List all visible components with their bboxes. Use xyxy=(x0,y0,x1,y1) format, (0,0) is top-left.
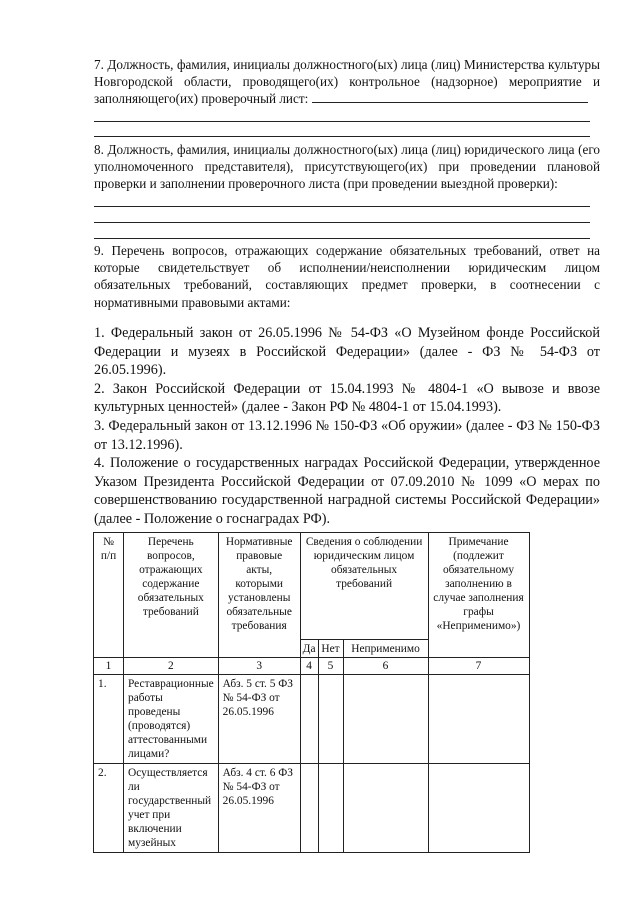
col-number: 6 xyxy=(343,658,428,675)
table-row xyxy=(94,764,530,853)
col-number: 1 xyxy=(94,658,124,675)
header-na: Неприменимо xyxy=(343,640,428,658)
header-note: Примечание (подлежит обязательному заполнению в случае заполнения графы «Неприменимо») xyxy=(428,533,529,658)
header-num: № п/п xyxy=(94,533,124,658)
row-act: Абз. 4 ст. 6 ФЗ № 54-ФЗ от 26.05.1996 xyxy=(218,764,300,853)
item-7-text: 7. Должность, фамилия, инициалы должностного(ых) лица (лиц) Министерства культуры Новгородской области, проводящего(их) контрольное (надзорное) мероприятие и заполняющего(их) проверочный лист: xyxy=(94,57,600,107)
item-8-fill-line-3[interactable] xyxy=(94,238,590,239)
item-9-text: 9. Перечень вопросов, отражающих содержание обязательных требований, ответ на которые свидетельствует об исполнении/неисполнении юридическим лицом обязательных требований, составляющих предмет проверки, в соотнесении с нормативными правовыми актами: xyxy=(94,243,600,310)
law-item: 4. Положение о государственных наградах Российской Федерации, утвержденное Указом Президента Российской Федерации от 07.09.2010 № 1099 «О мерах по совершенствованию государственной наградной системы Российской Федерации» (далее - Положение о госнаградах РФ). xyxy=(94,455,600,527)
row-num: 2. xyxy=(94,764,124,853)
col-number: 5 xyxy=(318,658,343,675)
item-8 xyxy=(94,141,600,193)
item-7-fill-line-3[interactable] xyxy=(94,136,590,137)
cell-note[interactable] xyxy=(428,675,529,764)
col-number: 7 xyxy=(428,658,529,675)
header-acts: Нормативные правовые акты, которыми установлены обязательные требования xyxy=(218,533,300,658)
cell-no[interactable] xyxy=(318,675,343,764)
header-questions: Перечень вопросов, отражающих содержание обязательных требований xyxy=(124,533,219,658)
law-item: 2. Закон Российской Федерации от 15.04.1993 № 4804-1 «О вывозе и ввозе культурных ценностей» (далее - Закон РФ № 4804-1 от 15.04.1993). xyxy=(94,380,600,416)
cell-no[interactable] xyxy=(318,764,343,853)
row-num: 1. xyxy=(94,675,124,764)
table-row xyxy=(94,675,530,764)
item-8-fill-line-1[interactable] xyxy=(94,206,590,207)
row-question: Осуществляется ли государственный учет при включении музейных xyxy=(124,764,219,853)
item-8-fill-line-2[interactable] xyxy=(94,222,590,223)
item-8-text: 8. Должность, фамилия, инициалы должностного(ых) лица (лиц) юридического лица (его уполномоченного представителя), присутствующего(их) при проведении плановой проверки и заполнении проверочного листа (при проведении выездной проверки): xyxy=(94,142,600,192)
col-number: 4 xyxy=(300,658,318,675)
cell-na[interactable] xyxy=(343,675,428,764)
row-act: Абз. 5 ст. 5 ФЗ № 54-ФЗ от 26.05.1996 xyxy=(218,675,300,764)
cell-na[interactable] xyxy=(343,764,428,853)
cell-note[interactable] xyxy=(428,764,529,853)
item-9 xyxy=(94,242,600,311)
cell-yes[interactable] xyxy=(300,764,318,853)
col-number: 2 xyxy=(124,658,219,675)
item-7 xyxy=(94,56,600,108)
cell-yes[interactable] xyxy=(300,675,318,764)
item-7-fill-line[interactable] xyxy=(312,90,588,103)
laws-list xyxy=(94,324,600,529)
header-no: Нет xyxy=(318,640,343,658)
header-yes: Да xyxy=(300,640,318,658)
checklist-table xyxy=(93,532,530,853)
header-compliance: Сведения о соблюдении юридическим лицом обязательных требований xyxy=(300,533,428,640)
item-7-fill-line-2[interactable] xyxy=(94,121,590,122)
row-question: Реставрационные работы проведены (проводятся) аттестованными лицами? xyxy=(124,675,219,764)
law-item: 3. Федеральный закон от 13.12.1996 № 150-ФЗ «Об оружии» (далее - ФЗ № 150-ФЗ от 13.12.1996). xyxy=(94,417,600,453)
col-number: 3 xyxy=(218,658,300,675)
law-item: 1. Федеральный закон от 26.05.1996 № 54-ФЗ «О Музейном фонде Российской Федерации и музеях в Российской Федерации» (далее - ФЗ № 54-ФЗ от 26.05.1996). xyxy=(94,325,600,379)
